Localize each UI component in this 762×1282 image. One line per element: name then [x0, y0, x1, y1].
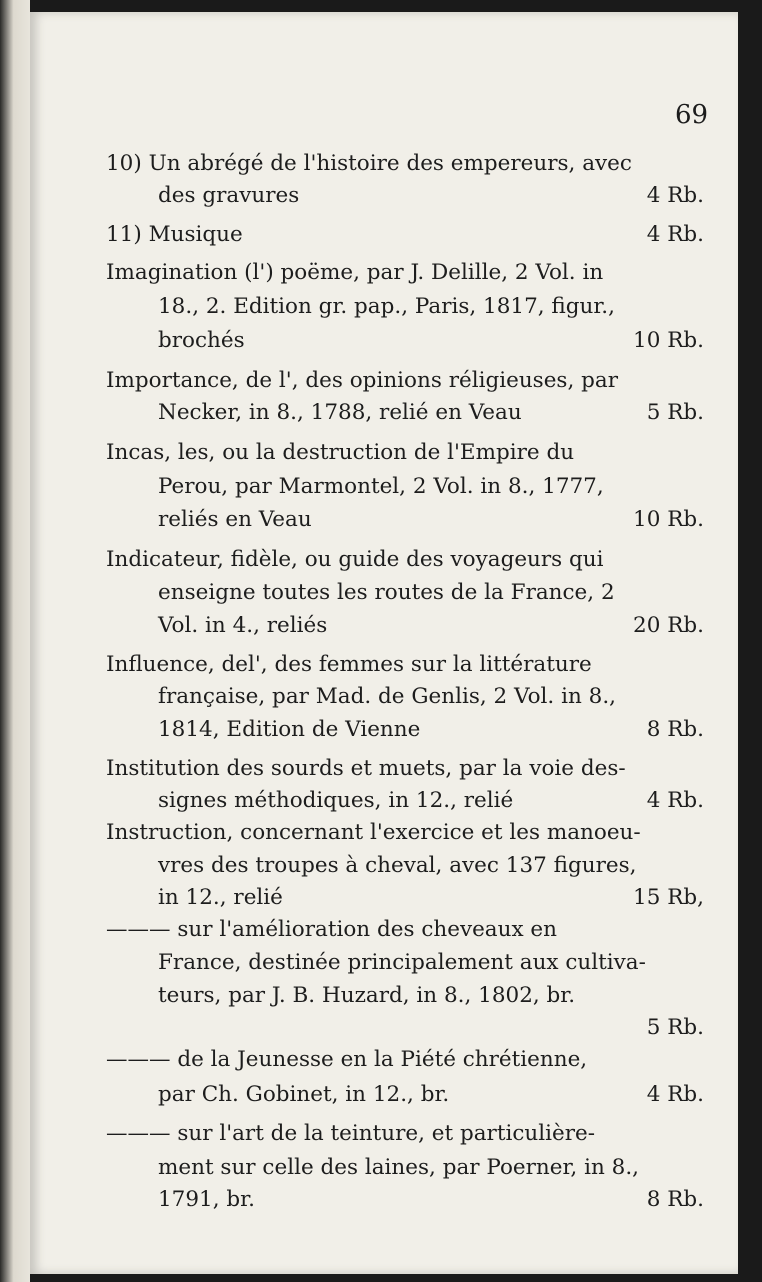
text-line: 1814, Edition de Vienne — [158, 717, 421, 742]
text-line: brochés — [158, 328, 245, 353]
text-line: signes méthodiques, in 12., relié — [158, 788, 514, 813]
text-line: France, destinée principalement aux cultiva- — [158, 950, 646, 975]
text-line: Perou, par Marmontel, 2 Vol. in 8., 1777, — [158, 474, 604, 499]
price: 20 Rb. — [633, 613, 704, 638]
text-line: Influence, del', des femmes sur la littérature — [106, 652, 592, 677]
text-line: reliés en Veau — [158, 507, 312, 532]
text-line: Necker, in 8., 1788, relié en Veau — [158, 400, 522, 425]
text-line: ——— sur l'art de la teinture, et particulière- — [106, 1121, 595, 1146]
price: 4 Rb. — [646, 1082, 704, 1107]
text-line: in 12., relié — [158, 885, 283, 910]
text-line: Importance, de l', des opinions réligieuses, par — [106, 368, 618, 393]
text-line: enseigne toutes les routes de la France, 2 — [158, 580, 615, 605]
book-page — [30, 12, 738, 1274]
price: 8 Rb. — [646, 717, 704, 742]
price: 4 Rb. — [646, 788, 704, 813]
text-line: ment sur celle des laines, par Poerner, in 8., — [158, 1155, 639, 1180]
text-line: Vol. in 4., reliés — [158, 613, 328, 638]
text-line: des gravures — [158, 183, 300, 208]
price: 8 Rb. — [646, 1187, 704, 1212]
text-line: teurs, par J. B. Huzard, in 8., 1802, br. — [158, 983, 576, 1008]
text-line: ——— sur l'amélioration des cheveaux en — [106, 917, 558, 942]
text-line: 10) Un abrégé de l'histoire des empereurs, avec — [106, 151, 632, 176]
price: 15 Rb, — [633, 885, 704, 910]
text-line: française, par Mad. de Genlis, 2 Vol. in 8., — [158, 684, 616, 709]
price: 5 Rb. — [646, 1015, 704, 1040]
price: 4 Rb. — [646, 222, 704, 247]
text-line: 18., 2. Edition gr. pap., Paris, 1817, figur., — [158, 294, 615, 319]
text-line: Incas, les, ou la destruction de l'Empire du — [106, 440, 575, 465]
catalogue-text — [30, 12, 738, 1274]
text-line: Indicateur, fidèle, ou guide des voyageurs qui — [106, 547, 604, 572]
text-line: 1791, br. — [158, 1187, 255, 1212]
text-line: 11) Musique — [106, 222, 243, 247]
text-line: Institution des sourds et muets, par la voie des- — [106, 756, 626, 781]
facing-page-edge — [0, 0, 30, 1282]
text-line: par Ch. Gobinet, in 12., br. — [158, 1082, 450, 1107]
text-line: Imagination (l') poëme, par J. Delille, 2 Vol. in — [106, 260, 604, 285]
price: 4 Rb. — [646, 183, 704, 208]
price: 5 Rb. — [646, 400, 704, 425]
text-line: ——— de la Jeunesse en la Piété chrétienne, — [106, 1047, 588, 1072]
text-line: vres des troupes à cheval, avec 137 figures, — [158, 853, 637, 878]
price: 10 Rb. — [633, 507, 704, 532]
page-number: 69 — [675, 100, 709, 130]
text-line: Instruction, concernant l'exercice et les manoeu- — [106, 820, 641, 845]
price: 10 Rb. — [633, 328, 704, 353]
